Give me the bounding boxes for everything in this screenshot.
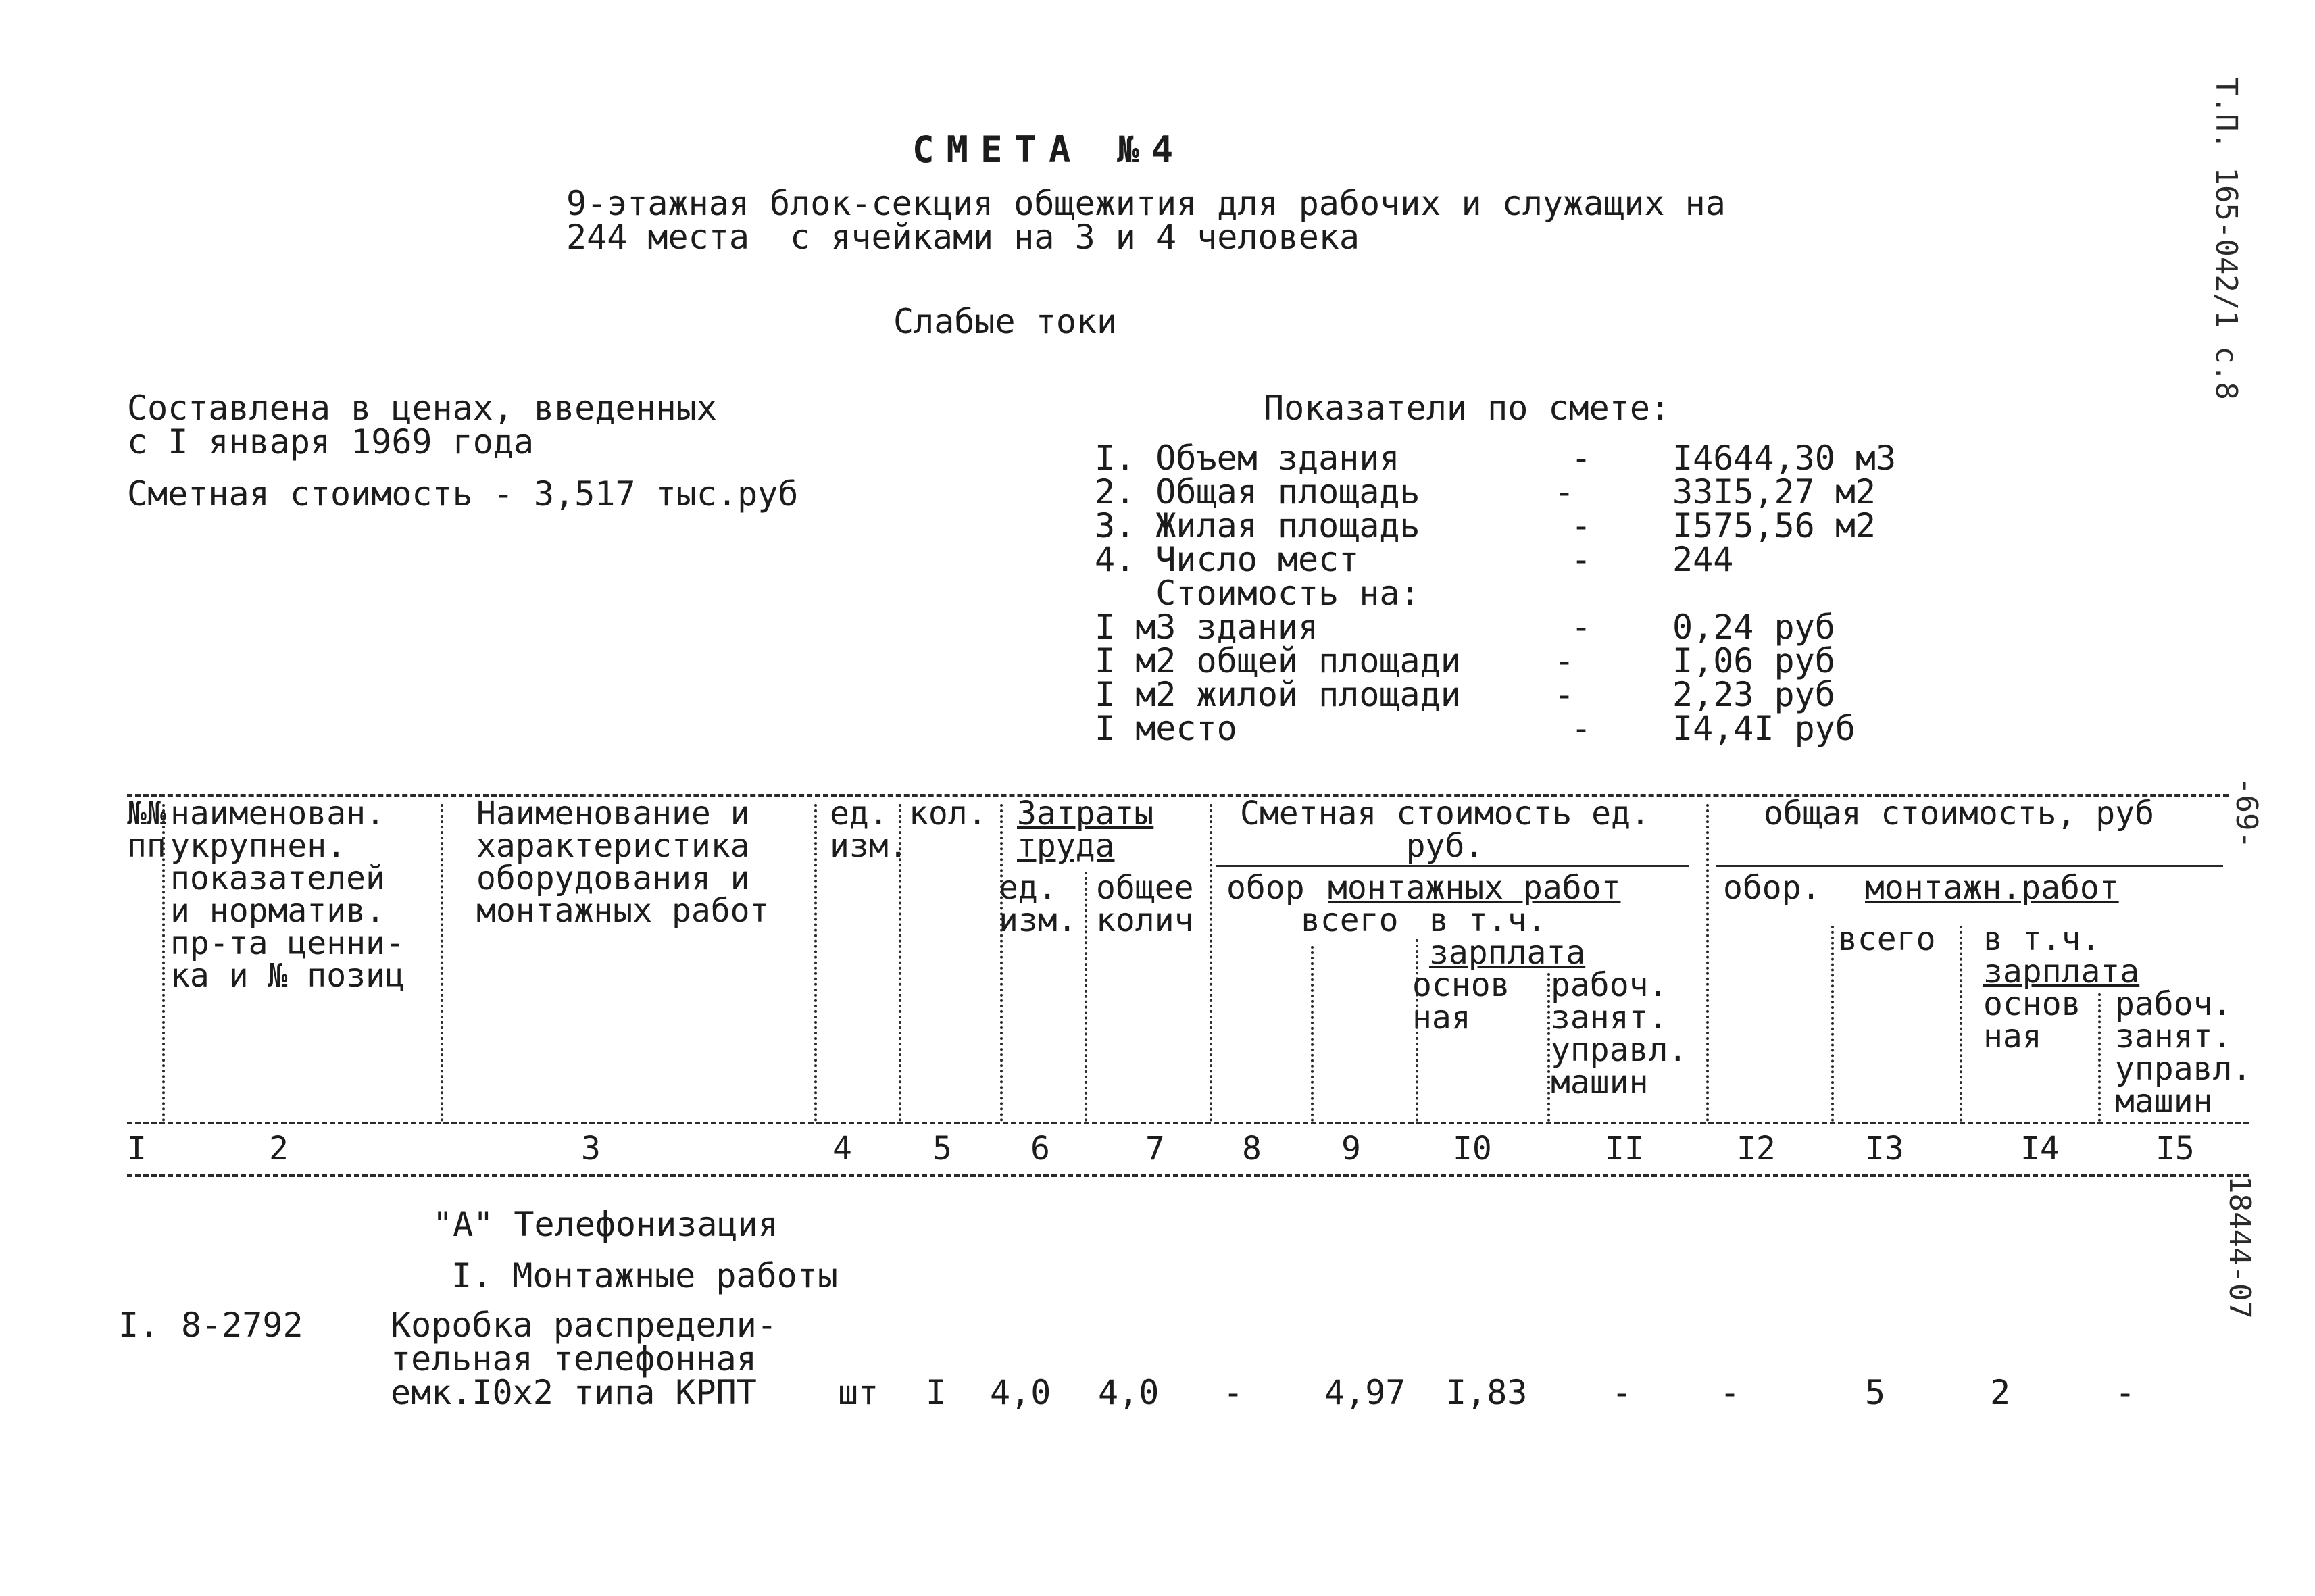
header-unit-cost: Сметная стоимость ед. руб. — [1240, 795, 1650, 865]
column-numbers-rule — [127, 1174, 2249, 1177]
column-separator — [162, 804, 165, 1122]
column-separator — [1085, 872, 1087, 1122]
indicator-label: I. Объем здания — [1095, 439, 1400, 478]
subtitle-line-2: 244 места с ячейками на 3 и 4 человека — [566, 218, 1360, 257]
header-col-13: всего — [1838, 920, 1936, 958]
indicator-dash: - — [1571, 607, 1592, 647]
column-separator — [441, 804, 443, 1122]
header-unit-cost-rule — [1216, 865, 1689, 867]
indicator-dash: - — [1554, 472, 1575, 512]
column-number: 6 — [1030, 1130, 1050, 1168]
column-separator — [1210, 804, 1212, 1122]
indicator-dash: - — [1571, 540, 1592, 579]
column-number: 2 — [269, 1130, 289, 1168]
row-wage-machine: - — [1612, 1373, 1633, 1412]
column-separator — [899, 804, 901, 1122]
indicator-label: Стоимость на: — [1095, 574, 1420, 613]
header-col-8: обор — [1226, 869, 1305, 907]
prices-note-line-2: с I января 1969 года — [127, 422, 534, 462]
column-separator — [1311, 946, 1314, 1122]
section-a-title: "А" Телефонизация — [432, 1205, 778, 1244]
column-separator — [1000, 804, 1003, 1122]
row-name-line-3: емк.I0х2 типа КРПТ — [391, 1373, 757, 1412]
header-col-3: Наименование и характеристика оборудования и монтажных работ — [476, 795, 770, 930]
subsection-title: I. Монтажные работы — [451, 1256, 838, 1295]
header-col-7: общее колич — [1096, 869, 1194, 939]
header-install-works-2: монтажн.работ — [1865, 869, 2119, 907]
column-number: 3 — [581, 1130, 601, 1168]
column-number: I2 — [1737, 1130, 1776, 1168]
column-number: I0 — [1453, 1130, 1492, 1168]
column-number: I — [127, 1130, 147, 1168]
indicator-value: 2,23 руб — [1672, 675, 1835, 714]
indicator-value: I575,56 м2 — [1672, 506, 1876, 545]
row-unit: шт — [838, 1373, 879, 1412]
row-labor-total: 4,0 — [1098, 1373, 1160, 1412]
header-col-1: №№ пп — [127, 795, 166, 865]
section-title: Слабые токи — [893, 302, 1118, 341]
column-number: 5 — [932, 1130, 952, 1168]
row-install-total: 4,97 — [1324, 1373, 1406, 1412]
indicator-value: I4644,30 м3 — [1672, 439, 1897, 478]
column-number: 7 — [1145, 1130, 1165, 1168]
header-wage: зарплата — [1429, 934, 1586, 972]
column-number: 4 — [832, 1130, 852, 1168]
indicator-value: 0,24 руб — [1672, 607, 1835, 647]
column-number: I3 — [1865, 1130, 1904, 1168]
document-title: СМЕТА №4 — [912, 128, 1186, 171]
header-total-cost: общая стоимость, руб — [1764, 795, 2154, 832]
prices-note-line-1: Составлена в ценах, введенных — [127, 389, 717, 428]
indicator-label: 4. Число мест — [1095, 540, 1360, 579]
column-number: II — [1605, 1130, 1644, 1168]
indicator-dash: - — [1554, 675, 1575, 714]
header-incl-2: в т.ч. — [1983, 920, 2101, 958]
header-wage-2: зарплата — [1983, 953, 2140, 991]
row-code: 8-2792 — [181, 1305, 303, 1345]
column-separator — [2098, 993, 2101, 1122]
header-col-6: ед. изм. — [999, 869, 1077, 939]
row-wage-base: I,83 — [1446, 1373, 1528, 1412]
column-number: 9 — [1341, 1130, 1361, 1168]
column-separator — [1960, 926, 1962, 1122]
indicators-heading: Показатели по смете: — [1264, 389, 1671, 428]
page-number-mark: -69- — [2229, 777, 2264, 849]
indicator-dash: - — [1554, 641, 1575, 680]
header-col-14: основ ная — [1983, 985, 2081, 1055]
indicator-label: I м2 жилой площади — [1095, 675, 1461, 714]
column-number: I4 — [2020, 1130, 2060, 1168]
margin-note-lower-right: 18444-07 — [2222, 1176, 2257, 1319]
header-col-5: кол. — [909, 795, 987, 832]
indicator-label: 3. Жилая площадь — [1095, 506, 1420, 545]
row-equip-unit: - — [1223, 1373, 1244, 1412]
indicator-dash: - — [1571, 709, 1592, 748]
column-separator — [1831, 926, 1834, 1122]
header-total-cost-rule — [1716, 865, 2223, 867]
indicator-label: I м2 общей площади — [1095, 641, 1461, 680]
indicator-dash: - — [1571, 439, 1592, 478]
indicator-value: I4,4I руб — [1672, 709, 1856, 748]
column-number: I5 — [2156, 1130, 2195, 1168]
column-separator — [1416, 939, 1418, 1122]
indicator-label: 2. Общая площадь — [1095, 472, 1420, 512]
indicator-value: I,06 руб — [1672, 641, 1835, 680]
indicator-value: 244 — [1672, 540, 1734, 579]
row-install-sum: 5 — [1865, 1373, 1886, 1412]
header-col-2: наименован. укрупнен. показателей и норматив. пр-та ценни- ка и № позиц — [170, 795, 405, 995]
indicator-label: I место — [1095, 709, 1237, 748]
header-col-11: рабоч. занят. управл. машин — [1551, 966, 1688, 1101]
row-labor-unit: 4,0 — [990, 1373, 1051, 1412]
row-number: I. — [118, 1305, 159, 1345]
header-install-works: монтажных работ — [1328, 869, 1621, 907]
estimated-cost: Сметная стоимость - 3,517 тыс.руб — [127, 474, 799, 514]
header-col-10: основ ная — [1412, 966, 1510, 1037]
column-number: 8 — [1242, 1130, 1262, 1168]
indicator-label: I м3 здания — [1095, 607, 1319, 647]
header-col-9: всего — [1301, 901, 1399, 939]
indicator-value: 33I5,27 м2 — [1672, 472, 1876, 512]
header-col-12: обор. — [1723, 869, 1821, 907]
row-qty: I — [926, 1373, 947, 1412]
header-bottom-rule — [127, 1122, 2249, 1124]
subtitle-line-1: 9-этажная блок-секция общежития для рабочих и служащих на — [566, 184, 1726, 223]
row-machine-sum: - — [2115, 1373, 2136, 1412]
column-separator — [1547, 973, 1550, 1122]
row-name-line-2: тельная телефонная — [391, 1339, 757, 1378]
column-separator — [814, 804, 817, 1122]
header-incl: в т.ч. — [1429, 901, 1547, 939]
header-col-4: ед. изм. — [830, 795, 908, 865]
column-separator — [1706, 804, 1709, 1122]
row-name-line-1: Коробка распредели- — [391, 1305, 777, 1345]
indicator-dash: - — [1571, 506, 1592, 545]
row-equip-total: - — [1720, 1373, 1741, 1412]
header-col-15: рабоч. занят. управл. машин — [2115, 985, 2252, 1120]
row-wage-sum: 2 — [1990, 1373, 2011, 1412]
margin-note-top-right: Т.П. 165-042/1 с.8 — [2209, 78, 2243, 400]
header-labor: Затраты труда — [1017, 795, 1154, 865]
